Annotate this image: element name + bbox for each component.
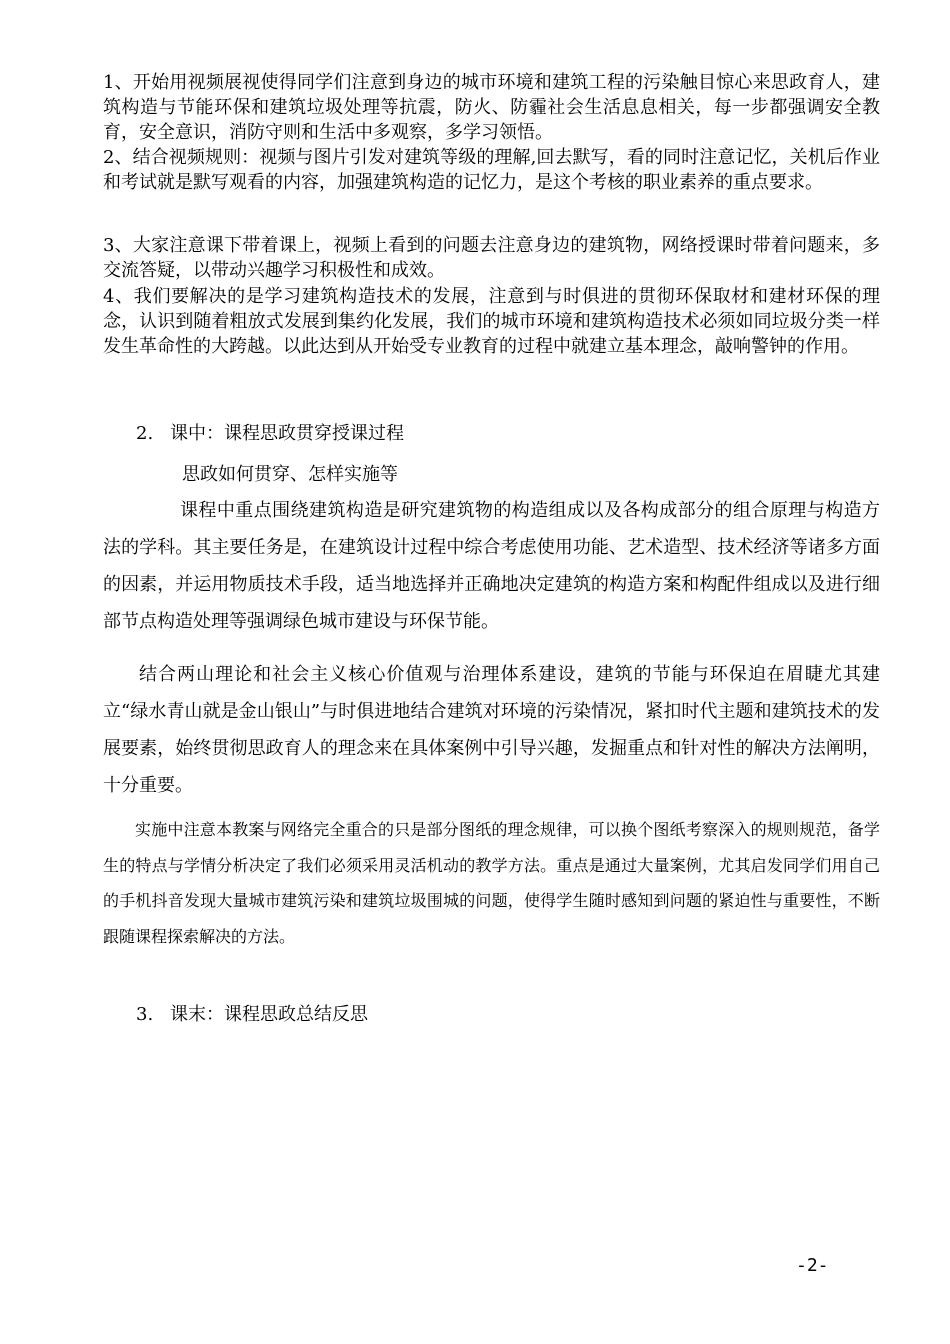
section-2-paragraph-2: 结合两山理论和社会主义核心价值观与治理体系建设，建筑的节能与环保迫在眉睫尤其建立“绿水青山就是金山银山”与时俱进地结合建筑对环境的污染情况，紧扣时代主题和建筑技术的发展要素，始终贯彻思政育人的理念来在具体案例中引导兴趣，发掘重点和针对性的解决方法阐明，十分重要。 [103, 664, 880, 796]
page-number: -2- [796, 1255, 829, 1276]
section-3-title: 课末：课程思政总结反思 [170, 1004, 368, 1025]
list-item-4: 4、我们要解决的是学习建筑构造技术的发展，注意到与时俱进的贯彻环保取材和建材环保的理念，认识到随着粗放式发展到集约化发展，我们的城市环境和建筑构造技术必须如同垃圾分类一样发生革命性的大跨越。以此达到从开始受专业教育的过程中就建立基本理念，敲响警钟的作用。 [103, 286, 880, 357]
section-2-title: 课中：课程思政贯穿授课过程 [170, 423, 404, 444]
section-2-paragraph-1: 课程中重点围绕建筑构造是研究建筑物的构造组成以及各构成部分的组合原理与构造方法的学科。其主要任务是，在建筑设计过程中综合考虑使用功能、艺术造型、技术经济等诸多方面的因素，并运用物质技术手段，适当地选择并正确地决定建筑的构造方案和构配件组成以及进行细部节点构造处理等强调绿色城市建设与环保节能。 [103, 500, 880, 632]
list-item-3: 3、大家注意课下带着课上，视频上看到的问题去注意身边的建筑物，网络授课时带着问题来，多交流答疑，以带动兴趣学习积极性和成效。 [103, 235, 880, 281]
section-2-subtitle: 思政如何贯穿、怎样实施等 [182, 464, 398, 485]
section-2-paragraph-3: 实施中注意本教案与网络完全重合的只是部分图纸的理念规律，可以换个图纸考察深入的规则规范，备学生的特点与学情分析决定了我们必须采用灵活机动的教学方法。重点是通过大量案例，尤其启发同学们用自己的手机抖音发现大量城市建筑污染和建筑垃圾围城的问题，使得学生随时感知到问题的紧迫性与重要性，不断跟随课程探索解决的方法。 [103, 820, 880, 946]
section-3-heading [136, 1002, 368, 1028]
section-2-number: 2. [136, 423, 154, 444]
section-2-heading [136, 421, 404, 447]
list-item-1: 1、开始用视频展视使得同学们注意到身边的城市环境和建筑工程的污染触目惊心来思政育人，建筑构造与节能环保和建筑垃圾处理等抗震，防火、防霾社会生活息息相关，每一步都强调安全教育，安全意识，消防守则和生活中多观察，多学习领悟。 [103, 72, 880, 143]
section-3-number: 3. [136, 1004, 154, 1025]
list-item-2: 2、结合视频规则：视频与图片引发对建筑等级的理解,回去默写，看的同时注意记忆，关机后作业和考试就是默写观看的内容，加强建筑构造的记忆力，是这个考核的职业素养的重点要求。 [103, 147, 880, 193]
